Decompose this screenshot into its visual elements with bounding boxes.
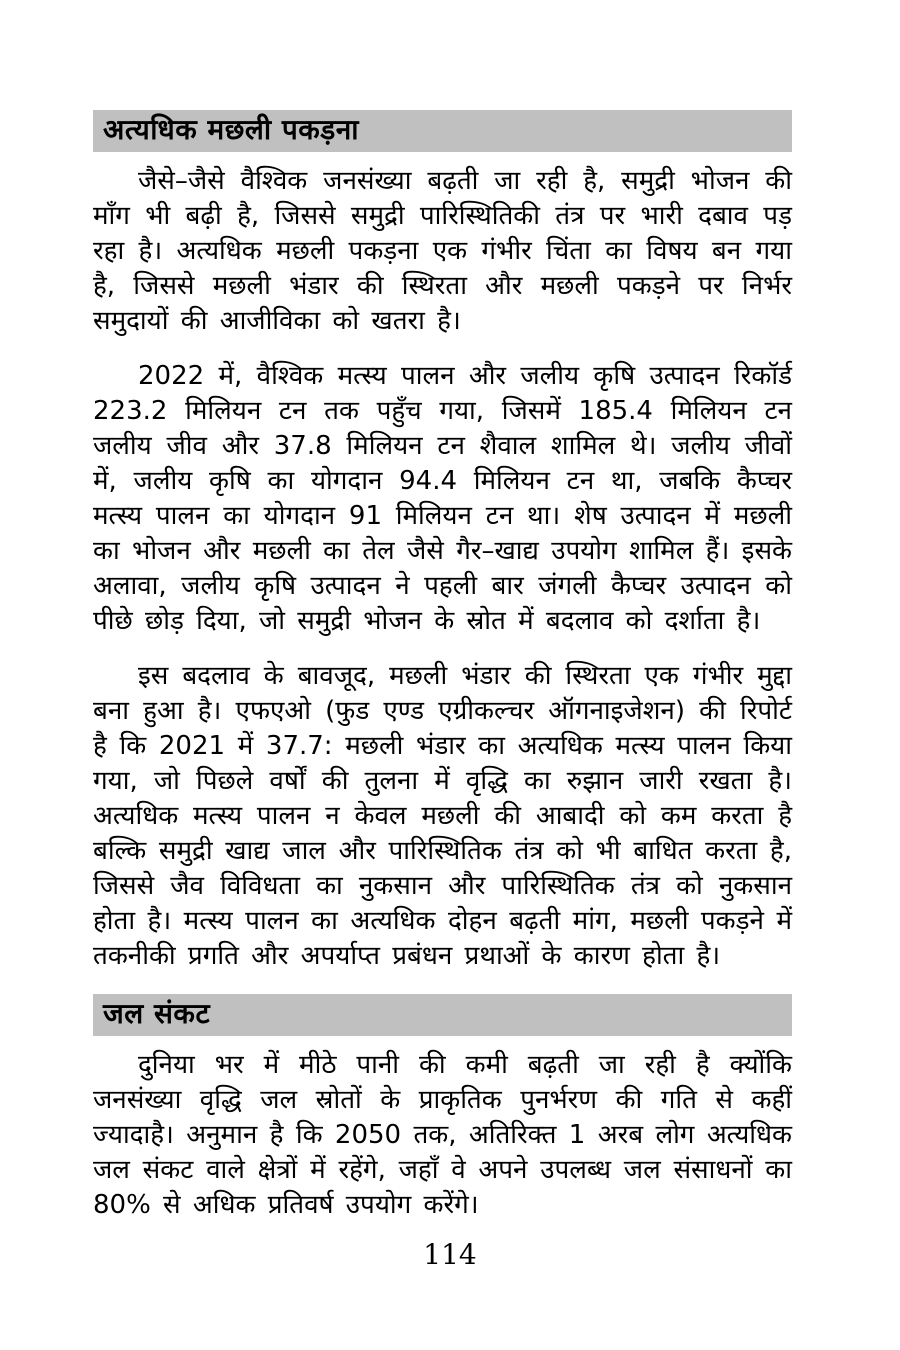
paragraph-water-crisis-1: दुनिया भर में मीठे पानी की कमी बढ़ती जा रही है क्योंकि जनसंख्या वृद्धि जल स्रोतों के प्राकृतिक पुनर्भरण की गति से कहीं ज्यादाहै। अनुमान है कि 2050 तक, अतिरिक्त 1 अरब लोग अत्यधिक जल संकट वाले क्षेत्रों में रहेंगे, जहाँ वे अपने उपलब्ध जल संसाधनों का 80% से अधिक प्रतिवर्ष उपयोग करेंगे।	[93, 1050, 792, 1220]
paragraph-overfishing-1: जैसे–जैसे वैश्विक जनसंख्या बढ़ती जा रही है, समुद्री भोजन की माँग भी बढ़ी है, जिससे समुद्री पारिस्थितिकी तंत्र पर भारी दबाव पड़ रहा है। अत्यधिक मछली पकड़ना एक गंभीर चिंता का विषय बन गया है, जिससे मछली भंडार की स्थिरता और मछली पकड़ने पर निर्भर समुदायों की आजीविका को खतरा है।	[93, 166, 792, 336]
paragraph-overfishing-2: 2022 में, वैश्विक मत्स्य पालन और जलीय कृषि उत्पादन रिकॉर्ड 223.2 मिलियन टन तक पहुँच गया, जिसमें 185.4 मिलियन टन जलीय जीव और 37.8 मिलियन टन शैवाल शामिल थे। जलीय जीवों में, जलीय कृषि का योगदान 94.4 मिलियन टन था, जबकि कैप्चर मत्स्य पालन का योगदान 91 मिलियन टन था। शेष उत्पादन में मछली का भोजन और मछली का तेल जैसे गैर–खाद्य उपयोग शामिल हैं। इसके अलावा, जलीय कृषि उत्पादन ने पहली बार जंगली कैप्चर उत्पादन को पीछे छोड़ दिया, जो समुद्री भोजन के स्रोत में बदलाव को दर्शाता है।	[93, 361, 792, 636]
section-water-crisis	[93, 994, 792, 1223]
section-heading-overfishing: अत्यधिक मछली पकड़ना	[93, 110, 792, 152]
section-heading-water-crisis: जल संकट	[93, 994, 792, 1036]
section-overfishing	[93, 110, 792, 974]
paragraph-overfishing-3: इस बदलाव के बावजूद, मछली भंडार की स्थिरता एक गंभीर मुद्दा बना हुआ है। एफएओ (फुड एण्ड एग्रीकल्चर ऑगनाइजेशन) की रिपोर्ट है कि 2021 में 37.7: मछली भंडार का अत्यधिक मत्स्य पालन किया गया, जो पिछले वर्षों की तुलना में वृद्धि का रुझान जारी रखता है। अत्यधिक मत्स्य पालन न केवल मछली की आबादी को कम करता है बल्कि समुद्री खाद्य जाल और पारिस्थितिक तंत्र को भी बाधित करता है, जिससे जैव विविधता का नुकसान और पारिस्थितिक तंत्र को नुकसान होता है। मत्स्य पालन का अत्यधिक दोहन बढ़ती मांग, मछली पकड़ने में तकनीकी प्रगति और अपर्याप्त प्रबंधन प्रथाओं के कारण होता है।	[93, 661, 792, 971]
page-content	[93, 110, 792, 1243]
page-number: 114	[423, 1238, 477, 1271]
